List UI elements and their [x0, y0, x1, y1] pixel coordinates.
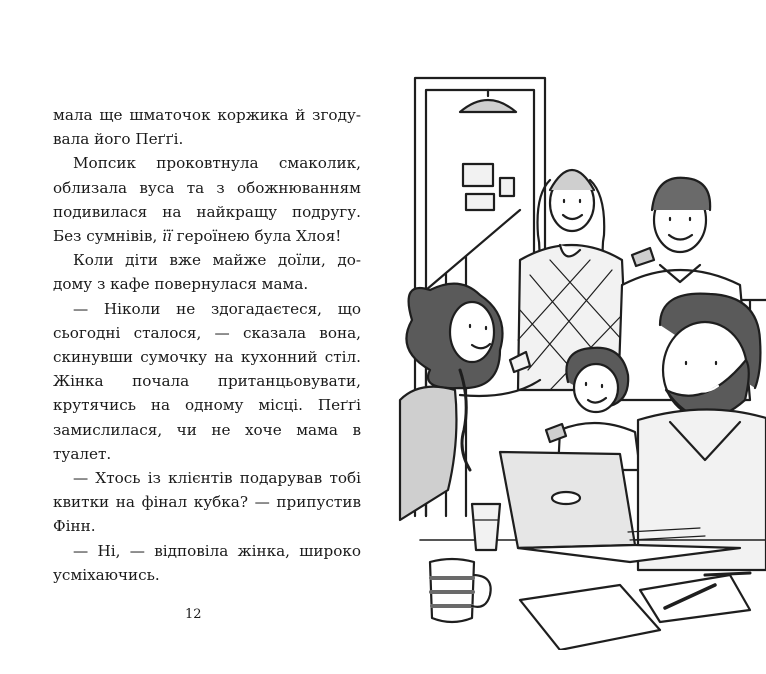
paragraph-text: — Хтось із клієнтів подарував тобі квитки на фінал кубка? — припустив Фінн.	[53, 469, 361, 536]
paragraph-text: Коли діти вже майже доїли, додому з кафе повернулася мама.	[53, 251, 361, 294]
picture-frame	[500, 178, 514, 196]
family-illustration	[360, 70, 766, 650]
paragraph-text: мала ще шматочок коржика й згодувала його Пеґґі.	[53, 106, 361, 149]
striped-mug	[430, 559, 491, 622]
ceiling-lamp	[460, 90, 516, 112]
text-paragraph	[53, 297, 361, 466]
paper-sheet	[520, 585, 660, 650]
text-paragraph	[53, 466, 361, 539]
emphasis-text: її	[162, 227, 172, 246]
text-paragraph	[53, 151, 361, 248]
text-paragraph	[53, 539, 361, 587]
water-glass	[472, 504, 500, 550]
paragraph-text: — Ніколи не здогадаєтеся, що сьогодні сталося, — сказала вона, скинувши сумочку на кухонний стіл. Жінка почала пританцьовувати, крутячись на одному місці. Пеґґі замислилася, чи не хоче мама в туалет.	[53, 299, 361, 463]
picture-frame	[466, 194, 494, 210]
body-text	[53, 103, 361, 587]
paragraph-text: — Ні, — відповіла жінка, широко усміхаючись.	[53, 541, 361, 584]
paper-sheet	[640, 575, 750, 622]
paragraph-text: Мопсик проковтнула смаколик, облизала вуса та з обожнюванням подивилася на найкращу подругу. Без сумнівів,	[53, 154, 361, 246]
page-number: 12	[185, 607, 202, 622]
paragraph-text: героїнею була Хлоя!	[171, 227, 342, 246]
picture-frame	[463, 164, 493, 186]
text-paragraph	[53, 103, 361, 151]
text-paragraph	[53, 248, 361, 296]
pencil	[705, 573, 750, 575]
